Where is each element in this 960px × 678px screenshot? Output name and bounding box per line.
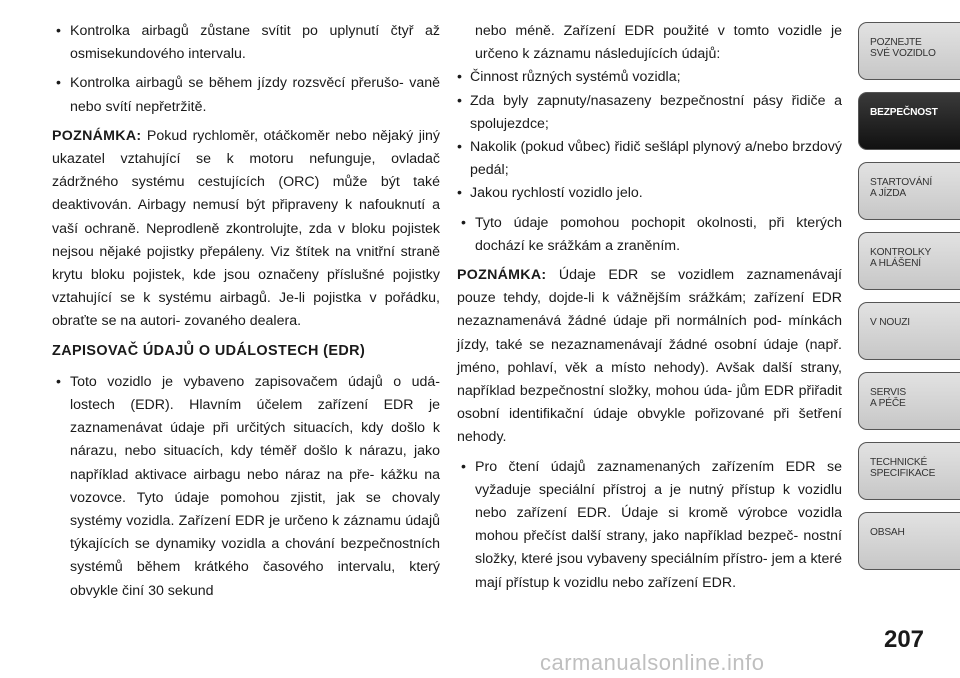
watermark: carmanualsonline.info bbox=[540, 650, 765, 675]
left-column bbox=[52, 20, 440, 609]
tab-label-line2: A HLÁŠENÍ bbox=[870, 258, 921, 269]
bullet: • bbox=[56, 373, 61, 390]
note-text: Údaje EDR se vozidlem zaznamenávají pouze tehdy, dojde-li k vážnějším srážkám; zařízení EDR nezaznamenává žádné údaje při normálních pod- mínkách jízdy, také se nezaznamenávají žádné osobní údaje (např. jméno, pohlaví, věk a místo nehody). Avšak další strany, například bezpečnostní složky, mohou úda- jům EDR přiřadit osobní identifikační údaje obvykle pořizované při šetření nehody. bbox=[457, 267, 842, 446]
tab-label-line1: BEZPEČNOST bbox=[870, 107, 938, 118]
tab-label-line1: V NOUZI bbox=[870, 317, 910, 328]
tab-label-line1: SERVIS bbox=[870, 387, 906, 398]
bullet: • bbox=[461, 214, 466, 231]
page-number: 207 bbox=[883, 626, 925, 653]
bullet-text: Činnost různých systémů vozidla; bbox=[470, 69, 681, 86]
tab-label-line2: A JÍZDA bbox=[870, 188, 906, 199]
bullet-text: Toto vozidlo je vybaveno zapisovačem údajů o udá- lostech (EDR). Hlavním účelem zařízení EDR je zaznamenávat údaje při určitých situacích, kdy došlo k nárazu, nebo situacích, kdy téměř došlo k nárazu, jako například aktivace airbagu nebo náraz na pře- kážku na vozovce. Tyto údaje pomohou zjistit, jak se chovaly systémy vozidla. Zařízení EDR je určeno k záznamu údajů týkajících se dynamiky vozidla a chování bezpečnostních systémů během krátkého časového intervalu, který obvykle činí 30 sekund bbox=[70, 373, 440, 599]
list-item bbox=[52, 20, 440, 66]
note-text: Pokud rychloměr, otáčkoměr nebo nějaký jiný ukazatel vztahující se k motoru nefunguje, ovladač zádržného systému cestujících (ORC) může být také deaktivován. Airbagy nemusí být připraveny k nafouknutí a vaší ochraně. Neprodleně zkontrolujte, zda v bloku pojistek nejsou nějaké pojistky přepáleny. Viz štítek na vnitřní straně krytu bloku pojistek, kde jsou označeny příslušné pojistky vztahující se k systému airbagů. Je-li pojistka v pořádku, obraťte se na autori- zovaného dealera. bbox=[52, 127, 440, 330]
note-label: POZNÁMKA: bbox=[457, 267, 547, 284]
bullet-text: Jakou rychlostí vozidlo jelo. bbox=[470, 185, 643, 202]
list-item bbox=[457, 136, 842, 182]
section-heading: ZAPISOVAČ ÚDAJŮ O UDÁLOSTECH (EDR) bbox=[52, 342, 366, 359]
tab-label-line2: SPECIFIKACE bbox=[870, 468, 936, 479]
bullet: • bbox=[56, 23, 61, 39]
tab-startovani-a-jizda[interactable] bbox=[858, 162, 960, 220]
tab-label-line1: POZNEJTE bbox=[870, 37, 922, 48]
list-item bbox=[457, 182, 842, 205]
note-label: POZNÁMKA: bbox=[52, 127, 142, 144]
list-item bbox=[457, 456, 842, 595]
tab-label-line2: A PÉČE bbox=[870, 398, 906, 409]
list-item bbox=[457, 212, 842, 258]
bullet-text: Pro čtení údajů zaznamenaných zařízením EDR se vyžaduje speciální přístroj a je nutný přístup k vozidlu nebo zařízení EDR. Údaje si kromě výrobce vozidla mohou přečíst další strany, jako například bezpeč- nostní složky, které jsou vybaveny speciálním přístro- jem a které mají přístup k vozidlu nebo zařízení EDR. bbox=[475, 458, 842, 591]
bullet: • bbox=[457, 92, 462, 109]
chapter-tabs bbox=[858, 22, 960, 582]
list-item bbox=[457, 90, 842, 136]
list-item bbox=[457, 66, 842, 89]
tab-label-line1: OBSAH bbox=[870, 527, 905, 538]
tab-kontrolky-a-hlaseni[interactable] bbox=[858, 232, 960, 290]
list-item bbox=[52, 371, 440, 603]
bullet: • bbox=[457, 69, 462, 86]
tab-v-nouzi[interactable] bbox=[858, 302, 960, 360]
bullet-text: Zda byly zapnuty/nasazeny bezpečnostní pásy řidiče a spolujezdce; bbox=[470, 92, 842, 132]
bullet: • bbox=[461, 458, 466, 475]
note-paragraph bbox=[52, 125, 440, 334]
note-paragraph bbox=[457, 264, 842, 450]
tab-label-line2: SVÉ VOZIDLO bbox=[870, 48, 936, 59]
bullet: • bbox=[457, 185, 462, 202]
tab-label-line1: TECHNICKÉ bbox=[870, 457, 928, 468]
tab-bezpecnost[interactable] bbox=[858, 92, 960, 150]
tab-servis-a-pece[interactable] bbox=[858, 372, 960, 430]
bullet-text: Tyto údaje pomohou pochopit okolnosti, při kterých dochází ke srážkám a zraněním. bbox=[475, 214, 842, 254]
tab-label-line1: STARTOVÁNÍ bbox=[870, 177, 932, 188]
bullet-text: Nakolik (pokud vůbec) řidič sešlápl plynový a/nebo brzdový pedál; bbox=[470, 139, 842, 179]
right-column bbox=[457, 20, 842, 601]
bullet-text: Kontrolka airbagů zůstane svítit po uplynutí čtyř až osmisekundového intervalu. bbox=[70, 23, 440, 63]
tab-obsah[interactable] bbox=[858, 512, 960, 570]
list-item bbox=[52, 72, 440, 118]
tab-poznejte-sve-vozidlo[interactable] bbox=[858, 22, 960, 80]
tab-technicke-specifikace[interactable] bbox=[858, 442, 960, 500]
bullet-text: Kontrolka airbagů se během jízdy rozsvěcí přerušo- vaně nebo svítí nepřetržitě. bbox=[70, 75, 440, 115]
bullet: • bbox=[56, 75, 61, 92]
bullet: • bbox=[457, 139, 462, 156]
tab-label-line1: KONTROLKY bbox=[870, 247, 932, 258]
continuation-text: nebo méně. Zařízení EDR použité v tomto vozidle je určeno k záznamu následujících údajů: bbox=[475, 23, 842, 63]
